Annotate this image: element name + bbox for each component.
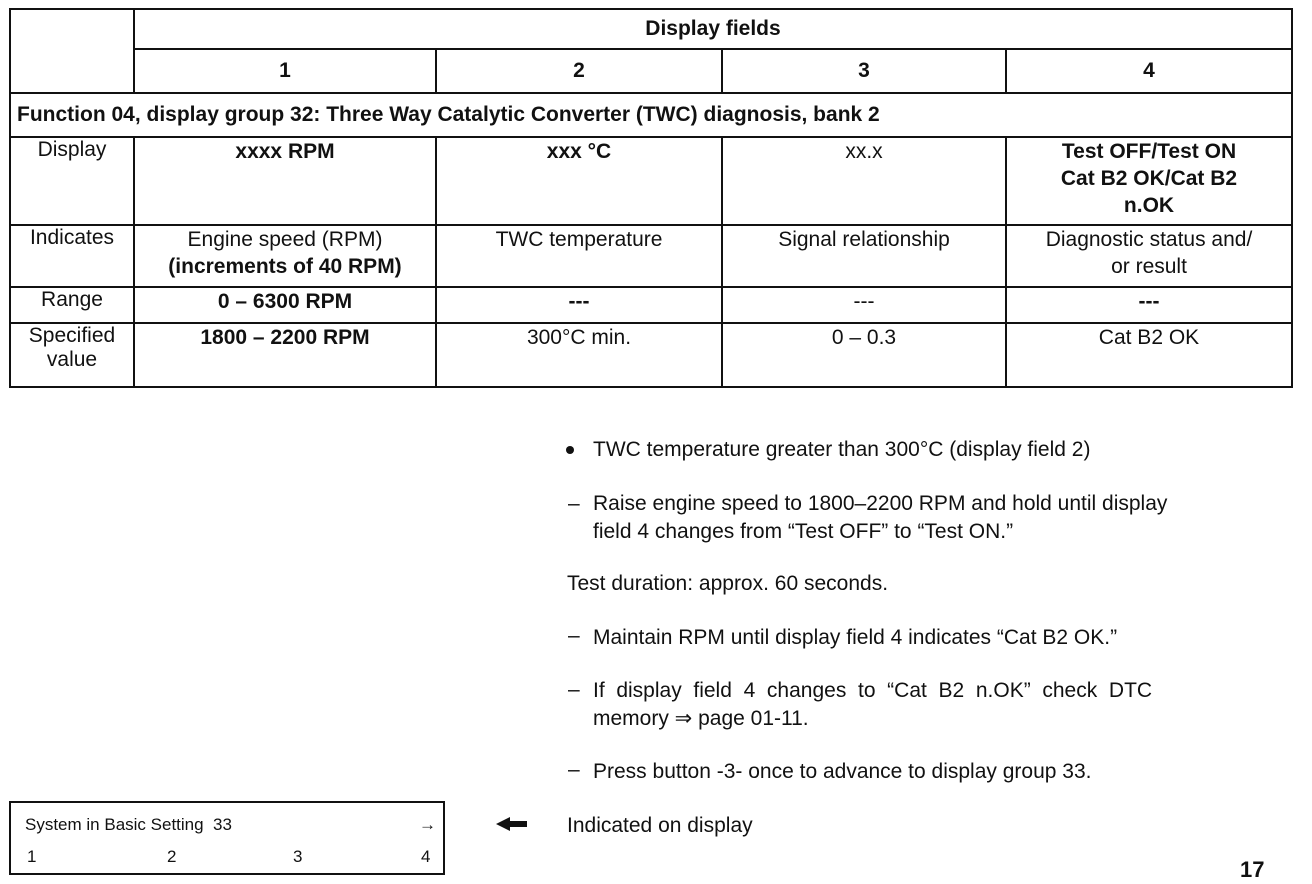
indicates-field-2: TWC temperature	[436, 225, 722, 287]
instruction-step-2: Maintain RPM until display field 4 indicates “Cat B2 OK.”	[593, 626, 1118, 649]
row-label-indicates: Indicates	[10, 225, 134, 287]
display-field-2: xxx °C	[436, 137, 722, 225]
tester-field-1: 1	[27, 847, 37, 866]
display-field-4-line3: n.OK	[1123, 194, 1175, 217]
indicates-field-4-line2: or result	[1111, 255, 1187, 278]
display-field-4-line2: Cat B2 OK/Cat B2	[1060, 167, 1238, 190]
row-label-specified	[10, 323, 134, 387]
row-label-specified-line1: Specified	[28, 324, 116, 347]
instruction-step-3-line2: memory ⇒ page 01-11.	[593, 707, 809, 730]
table-row	[10, 323, 1292, 387]
dash-icon: –	[568, 624, 580, 647]
specified-field-3: 0 – 0.3	[722, 323, 1006, 387]
range-field-1: 0 – 6300 RPM	[134, 287, 436, 323]
tester-display-box	[9, 801, 445, 875]
dash-icon: –	[568, 678, 580, 701]
display-field-3: xx.x	[722, 137, 1006, 225]
indicates-field-1-line1: Engine speed (RPM)	[187, 228, 383, 251]
table-row	[10, 225, 1292, 287]
instruction-step-1-line1: Raise engine speed to 1800–2200 RPM and hold until display	[593, 492, 1168, 515]
indicates-field-1-line2: (increments of 40 RPM)	[168, 255, 402, 278]
tester-arrow-icon: →	[419, 815, 436, 834]
dash-icon: –	[568, 492, 580, 515]
table-row	[10, 287, 1292, 323]
table-row	[10, 137, 1292, 225]
indicates-field-1	[134, 225, 436, 287]
function-title: Function 04, display group 32: Three Way Catalytic Converter (TWC) diagnosis, bank 2	[10, 93, 1292, 137]
row-label-specified-line2: value	[46, 348, 98, 371]
range-field-3: ---	[722, 287, 1006, 323]
pointer-arrow-icon	[496, 816, 528, 832]
corner-cell	[10, 9, 134, 93]
indicates-field-4-line1: Diagnostic status and/	[1045, 228, 1253, 251]
indicates-field-4	[1006, 225, 1292, 287]
display-field-4-line1: Test OFF/Test ON	[1061, 140, 1237, 163]
display-field-4	[1006, 137, 1292, 225]
dash-icon: –	[568, 758, 580, 781]
instruction-step-1	[593, 490, 1167, 546]
test-duration: Test duration: approx. 60 seconds.	[567, 572, 889, 595]
row-label-range: Range	[10, 287, 134, 323]
specified-field-2: 300°C min.	[436, 323, 722, 387]
instruction-step-3	[593, 677, 1295, 733]
instruction-step-3-line1: If display field 4 changes to “Cat B2 n.OK” check DTC	[593, 679, 1153, 702]
field-number-4: 4	[1006, 49, 1292, 93]
field-number-1: 1	[134, 49, 436, 93]
page-number: 17	[1240, 857, 1265, 882]
range-field-4: ---	[1006, 287, 1292, 323]
instruction-step-4: Press button -3- once to advance to display group 33.	[593, 760, 1092, 783]
specified-field-1: 1800 – 2200 RPM	[134, 323, 436, 387]
display-group-table	[9, 8, 1293, 388]
display-field-1: xxxx RPM	[134, 137, 436, 225]
tester-field-4: 4	[421, 847, 431, 866]
bullet-icon	[566, 446, 574, 454]
range-field-2: ---	[436, 287, 722, 323]
tester-field-2: 2	[167, 847, 177, 866]
indicates-field-3: Signal relationship	[722, 225, 1006, 287]
display-fields-header: Display fields	[134, 9, 1292, 49]
instruction-bullet-1: TWC temperature greater than 300°C (display field 2)	[593, 438, 1091, 461]
tester-field-3: 3	[293, 847, 303, 866]
row-label-display: Display	[10, 137, 134, 225]
field-number-2: 2	[436, 49, 722, 93]
field-number-3: 3	[722, 49, 1006, 93]
indicated-on-display: Indicated on display	[567, 814, 753, 837]
specified-field-4: Cat B2 OK	[1006, 323, 1292, 387]
instruction-step-1-line2: field 4 changes from “Test OFF” to “Test ON.”	[593, 520, 1014, 543]
tester-status-text: System in Basic Setting 33	[25, 815, 232, 834]
